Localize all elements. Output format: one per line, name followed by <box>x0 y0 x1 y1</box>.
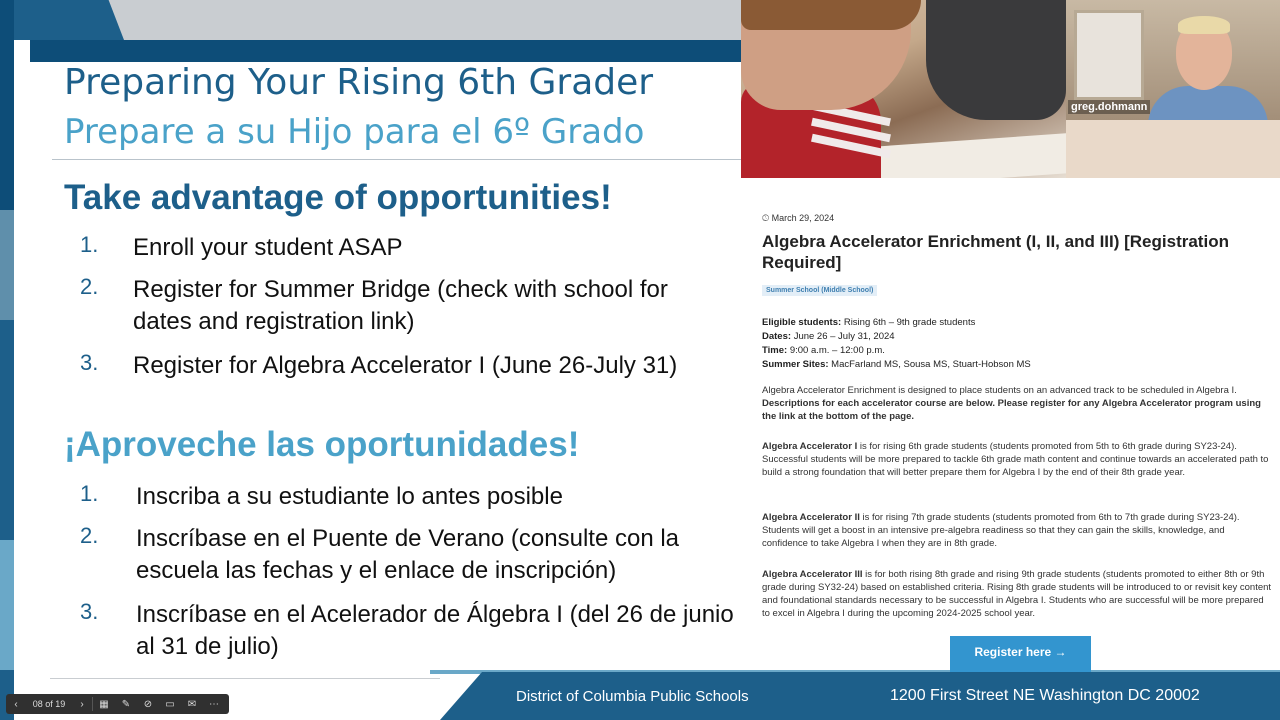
presenter-toolbar <box>6 694 229 714</box>
heading-english: Take advantage of opportunities! <box>64 178 612 217</box>
accelerator-1-paragraph <box>762 440 1272 479</box>
clock-icon: 🕓︎ <box>762 213 770 223</box>
page-indicator: 08 of 19 <box>32 699 66 709</box>
chat-icon[interactable]: ✉ <box>187 698 197 710</box>
eligible-label: Eligible students: <box>762 317 842 328</box>
list-text: Inscríbase en el Puente de Verano (consulte con la escuela las fechas y el enlace de inscripción) <box>136 525 680 584</box>
footer-divider <box>50 678 440 679</box>
header-decor-bar <box>30 40 745 62</box>
video-person-shirt <box>1148 86 1268 120</box>
accelerator-2-text: is for rising 7th grade students (students promoted from 6th to 7th grade during SY23-24). Students will get a boost in an intensive pre-algebra readiness so that they can gain the skills, knowledge, and confidence to take Algebra I when they are in 8th grade. <box>762 512 1240 549</box>
footer-organization: District of Columbia Public Schools <box>516 688 749 705</box>
photo-background-person <box>926 0 1066 120</box>
dates-value: June 26 – July 31, 2024 <box>793 331 895 342</box>
webpage-date-text: March 29, 2024 <box>771 213 835 223</box>
list-text: Inscriba a su estudiante lo antes posible <box>136 483 563 510</box>
photo-table-area <box>1066 120 1280 178</box>
accelerator-3-paragraph <box>762 568 1272 620</box>
time-value: 9:00 a.m. – 12:00 p.m. <box>789 345 885 356</box>
list-text: Register for Algebra Accelerator I (June 26-July 31) <box>133 352 678 379</box>
slide-title-spanish: Prepare a su Hijo para el 6º Grado <box>64 112 645 152</box>
intro-text: Algebra Accelerator Enrichment is designed to place students on an advanced track to be scheduled in Algebra I. <box>762 385 1237 396</box>
pen-icon[interactable]: ✎ <box>121 698 131 710</box>
left-decor-low <box>0 540 14 670</box>
chevron-left-icon[interactable]: ‹ <box>14 698 18 710</box>
list-number: 1. <box>80 232 99 257</box>
slide-title-english: Preparing Your Rising 6th Grader <box>64 62 654 103</box>
left-decor-top <box>0 0 14 210</box>
left-decor-mid <box>0 210 14 320</box>
list-text: Inscríbase en el Acelerador de Álgebra I (del 26 de junio al 31 de julio) <box>136 601 734 660</box>
accelerator-1-name: Algebra Accelerator I <box>762 441 858 452</box>
intro-paragraph <box>762 384 1272 423</box>
sites-label: Summer Sites: <box>762 359 829 370</box>
slash-icon[interactable]: ⊘ <box>143 698 153 710</box>
more-icon[interactable]: ⋯ <box>209 698 219 710</box>
time-row <box>762 344 1262 358</box>
eligible-value: Rising 6th – 9th grade students <box>843 317 976 328</box>
photo-papers <box>870 133 1066 178</box>
header-decor-grey <box>105 0 745 40</box>
intro-bold-text: Descriptions for each accelerator course are below. Please register for any Algebra Accelerator program using the link at the bottom of the page. <box>762 398 1261 422</box>
sites-row <box>762 358 1262 372</box>
list-number: 3. <box>80 599 99 624</box>
list-number: 1. <box>80 481 99 506</box>
list-number: 3. <box>80 350 99 375</box>
webpage-title: Algebra Accelerator Enrichment (I, II, and III) [Registration Required] <box>762 232 1229 272</box>
grid-icon[interactable]: ▦ <box>99 698 109 710</box>
time-label: Time: <box>762 345 788 356</box>
photo-hair <box>741 0 921 30</box>
list-number: 2. <box>80 523 99 548</box>
accelerator-3-name: Algebra Accelerator III <box>762 569 863 580</box>
camera-icon[interactable]: ▭ <box>165 698 175 710</box>
video-person-hair <box>1178 16 1230 34</box>
dates-label: Dates: <box>762 331 792 342</box>
title-divider <box>52 159 742 160</box>
dates-row <box>762 330 1262 344</box>
webpage-date <box>762 213 834 224</box>
register-button[interactable]: Register here → <box>950 636 1091 669</box>
list-number: 2. <box>80 274 99 299</box>
eligible-row <box>762 316 1262 330</box>
accelerator-3-text: is for both rising 8th grade and rising 9th grade students (students promoted to either 8th or 9th grade during SY32-24) based on established criteria. Rising 8th grade students will be introduced to or revisit key content and foundational standards necessary to be successful in Algebra I. Students who are successful will be more prepared to excel in Algebra I during the upcoming 2024-2025 school year. <box>762 569 1272 619</box>
accelerator-2-paragraph <box>762 511 1272 550</box>
list-text: Enroll your student ASAP <box>133 234 403 261</box>
program-details <box>762 316 1262 372</box>
category-tag[interactable]: Summer School (Middle School) <box>762 285 877 296</box>
participant-name: greg.dohmann <box>1068 100 1150 114</box>
list-text: Register for Summer Bridge (check with school for dates and registration link) <box>133 276 668 335</box>
footer-address: 1200 First Street NE Washington DC 20002 <box>890 687 1200 704</box>
participant-video[interactable] <box>1066 0 1280 120</box>
chevron-right-icon[interactable]: › <box>80 698 84 710</box>
sites-value: MacFarland MS, Sousa MS, Stuart-Hobson MS <box>831 359 1031 370</box>
heading-spanish: ¡Aproveche las oportunidades! <box>64 425 580 464</box>
register-button-edge <box>950 669 1091 672</box>
video-window-decor <box>1074 10 1144 100</box>
accelerator-1-text: is for rising 6th grade students (students promoted from 5th to 6th grade during SY23-24). Successful students will be more prepared to tackle 6th grade math content and continue towards an accelerated path to build a strong foundation that will better prepare them for Algebra I by the end of their 8th grade year. <box>762 441 1269 478</box>
accelerator-2-name: Algebra Accelerator II <box>762 512 860 523</box>
student-photo <box>741 0 1066 178</box>
header-decor-notch <box>14 0 124 40</box>
